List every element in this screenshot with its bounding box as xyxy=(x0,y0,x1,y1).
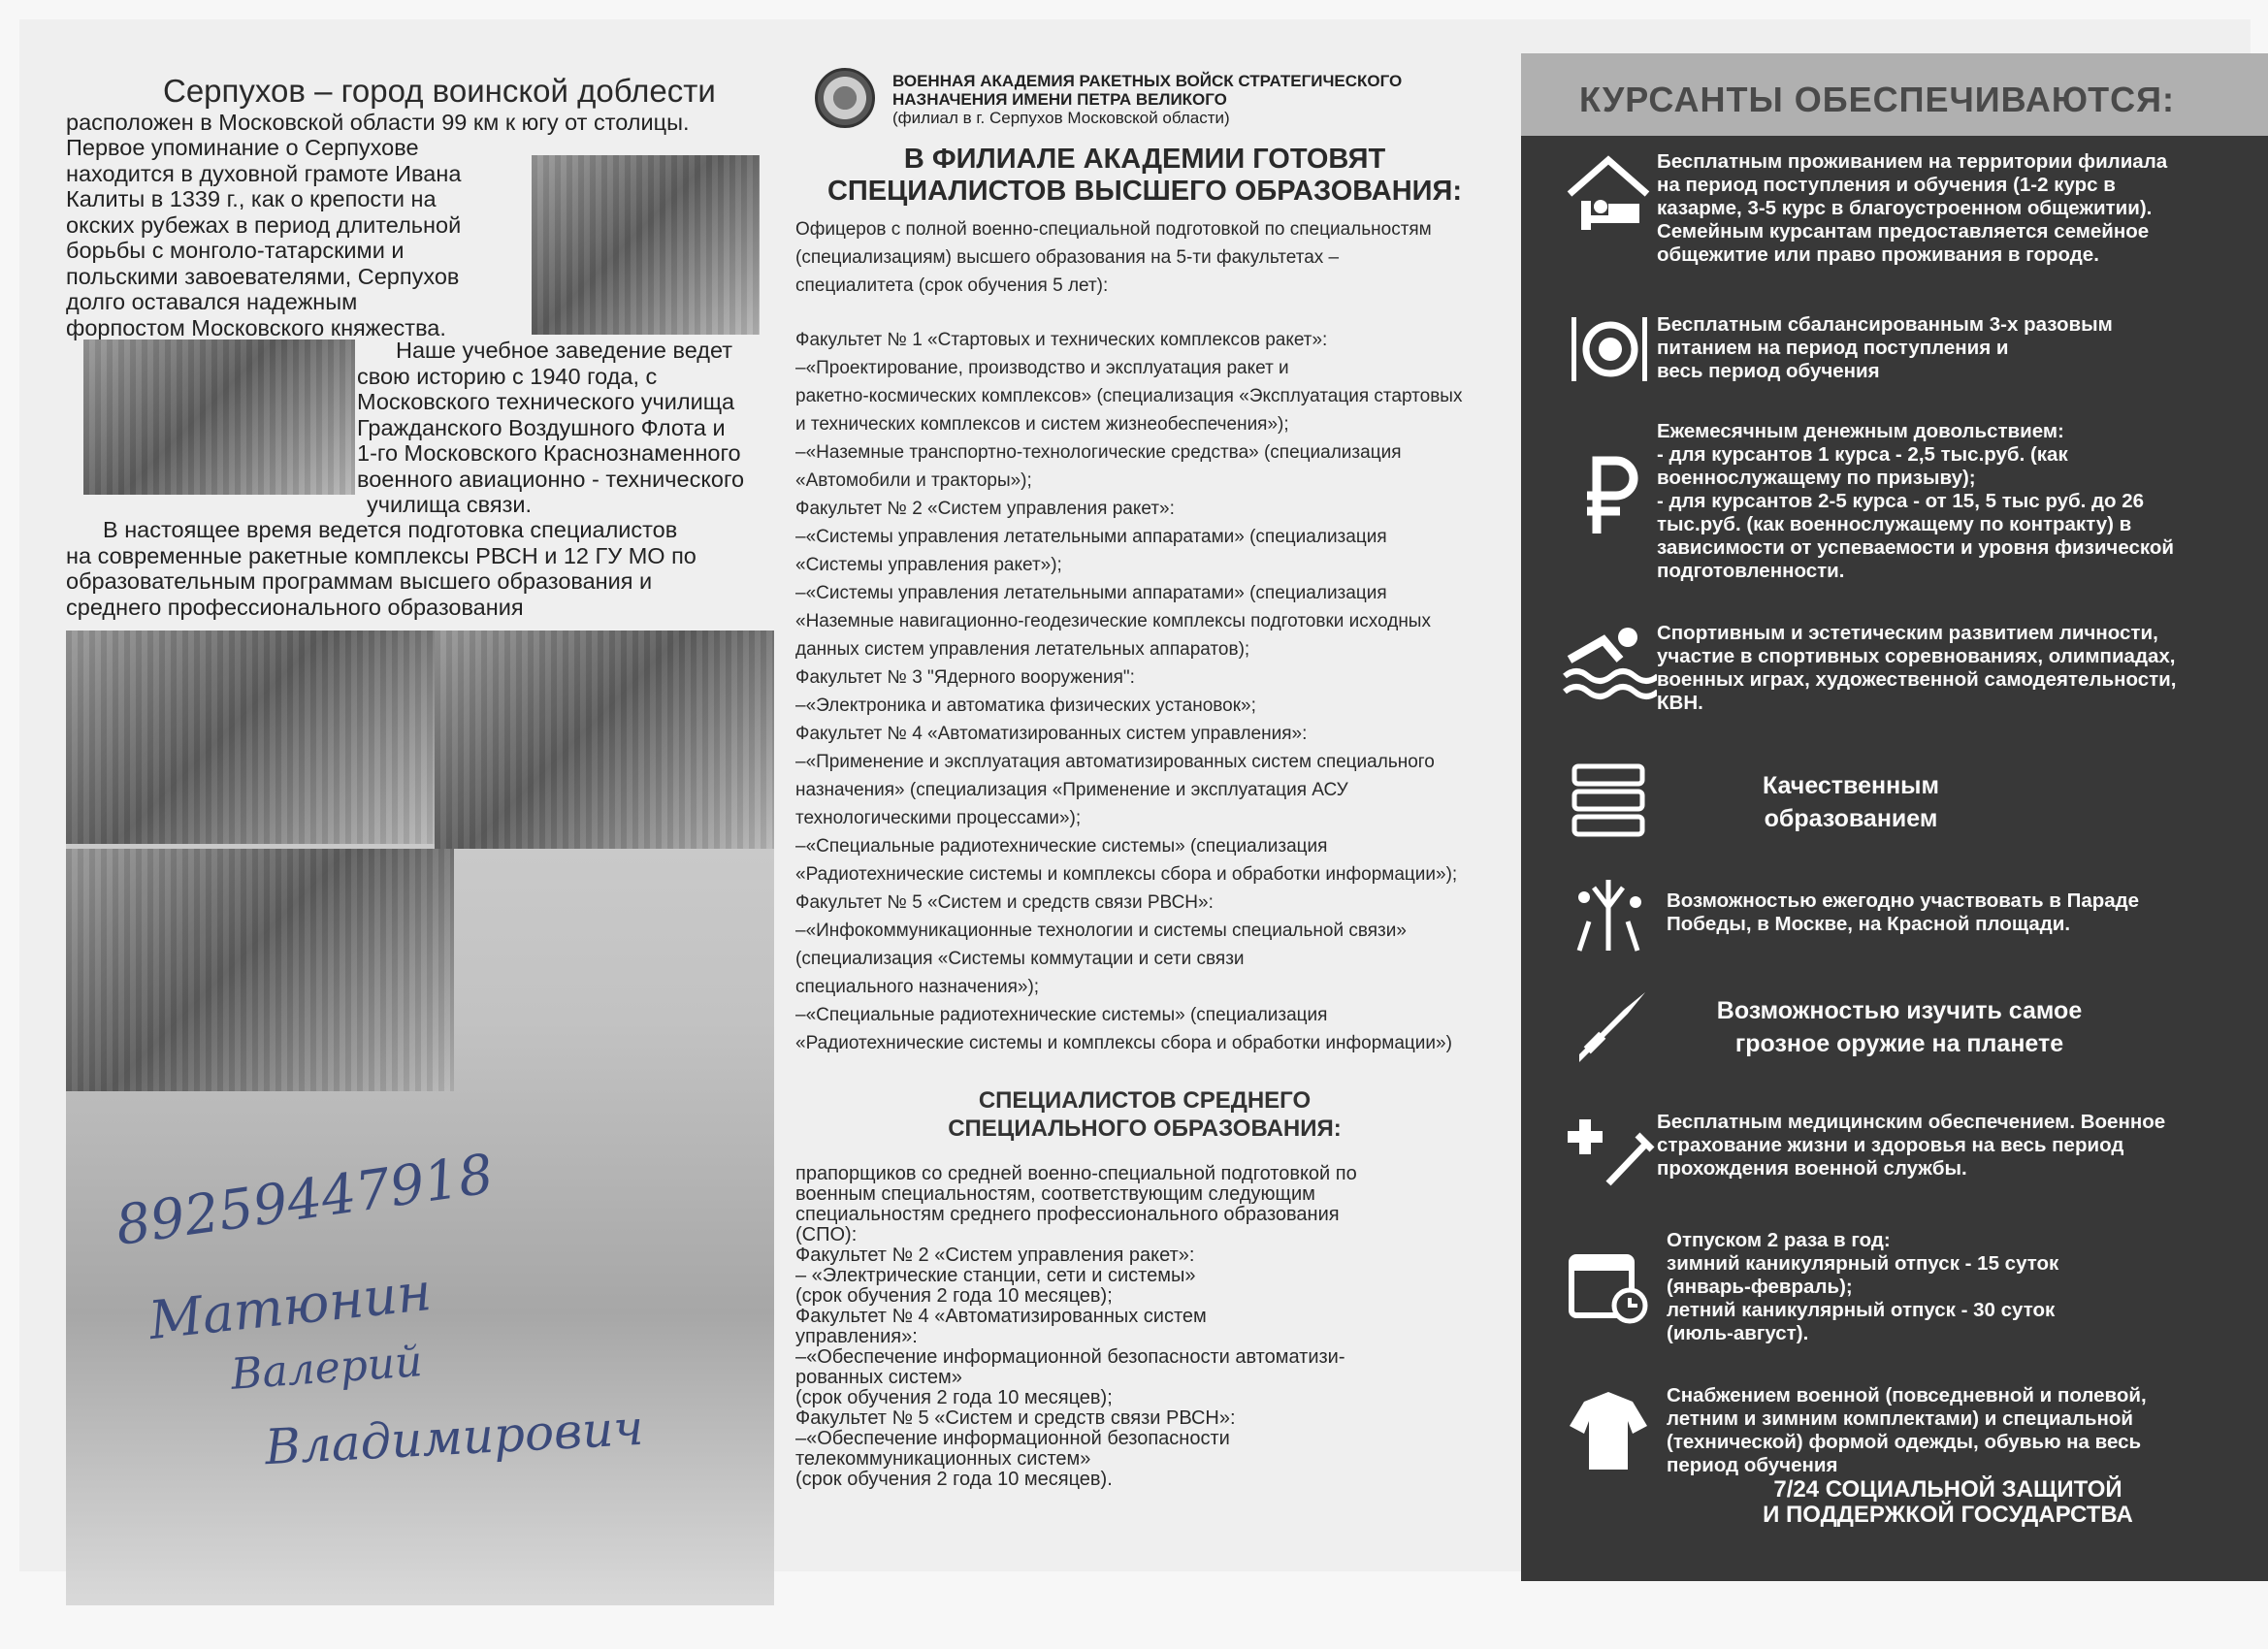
text-line: Возможностью изучить самое xyxy=(1716,997,2083,1024)
text-line: весь период обучения xyxy=(1657,360,1880,382)
text-line: телекоммуникационных систем» xyxy=(795,1448,1091,1470)
text-line: Факультет № 5 «Систем и средств связи РВСН»: xyxy=(795,892,1214,913)
text-line: (специализациям) высшего образования на 5-ти факультетах – xyxy=(795,247,1340,268)
text-line: Отпуском 2 раза в год: xyxy=(1667,1229,1891,1251)
handwritten-phone: 89259447918 xyxy=(112,1143,498,1258)
text-line: окских рубежах в период длительной xyxy=(66,211,462,238)
benefit-weapons xyxy=(1657,994,2142,1060)
heading-line: СПЕЦИАЛЬНОГО ОБРАЗОВАНИЯ: xyxy=(948,1116,1342,1142)
calendar-icon xyxy=(1560,1242,1657,1329)
missile-launcher-photo xyxy=(83,340,355,495)
text-line: расположен в Московской области 99 км к югу от столицы. xyxy=(66,110,690,135)
left-intro-text xyxy=(66,135,507,340)
text-line: –«Электроника и автоматика физических установок»; xyxy=(795,695,1256,716)
missile-icon xyxy=(1560,985,1657,1072)
academy-emblem-icon xyxy=(815,68,875,128)
text-line: польскими завоевателями, Серпухов xyxy=(66,263,460,289)
ruble-icon xyxy=(1560,451,1657,538)
uniform-icon xyxy=(1560,1387,1657,1474)
text-line: находится в духовной грамоте Ивана xyxy=(66,160,462,186)
text-line: общежитие или право проживания в городе. xyxy=(1657,243,2099,266)
text-line: долго оставался надежным xyxy=(66,289,358,314)
text-line: «Системы управления ракет»); xyxy=(795,555,1062,575)
higher-education-heading xyxy=(786,144,1504,208)
text-line: В настоящее время ведется подготовка специалистов xyxy=(103,517,678,542)
text-line: (июль-август). xyxy=(1667,1322,1809,1344)
text-line: технологическими процессами»); xyxy=(795,808,1082,828)
text-line: Снабжением военной (повседневной и полевой, xyxy=(1667,1384,2147,1406)
text-line: (СПО): xyxy=(795,1224,858,1245)
heading-line: В ФИЛИАЛЕ АКАДЕМИИ ГОТОВЯТ xyxy=(903,144,1386,175)
text-line: (январь-февраль); xyxy=(1667,1276,1853,1298)
benefit-housing xyxy=(1657,150,2239,267)
text-line: Качественным xyxy=(1762,772,1940,799)
left-current-text xyxy=(66,517,750,620)
benefit-medical xyxy=(1657,1111,2239,1180)
footer-line: И ПОДДЕРЖКОЙ ГОСУДАРСТВА xyxy=(1763,1502,2133,1528)
text-line: Факультет № 3 "Ядерного вооружения": xyxy=(795,667,1135,688)
left-title: Серпухов – город воинской доблести xyxy=(163,73,716,109)
heading-line: СПЕЦИАЛИСТОВ СРЕДНЕГО xyxy=(978,1087,1312,1114)
text-line: 1-го Московского Краснознаменного xyxy=(357,440,741,466)
text-line: –«Применение и эксплуатация автоматизированных систем специального xyxy=(795,752,1435,772)
text-line: «Радиотехнические системы и комплексы сбора и обработки информации») xyxy=(795,1033,1452,1053)
middle-column xyxy=(786,68,1504,1581)
swimmer-icon xyxy=(1560,616,1657,703)
text-line: – «Электрические станции, сети и системы» xyxy=(795,1265,1196,1286)
fireworks-icon xyxy=(1560,868,1657,955)
text-line: страхование жизни и здоровья на весь период xyxy=(1657,1134,2124,1156)
benefit-sports xyxy=(1657,622,2239,715)
text-line: Факультет № 5 «Систем и средств связи РВСН»: xyxy=(795,1407,1236,1429)
bed-house-icon xyxy=(1560,150,1657,238)
text-line: Возможностью ежегодно участвовать в Параде xyxy=(1667,889,2140,912)
text-line: летним и зимним комплектами) и специальной xyxy=(1667,1407,2134,1430)
benefit-allowance xyxy=(1657,420,2239,583)
text-line: свою историю с 1940 года, с xyxy=(357,363,658,389)
text-line: Факультет № 4 «Автоматизированных систем xyxy=(795,1306,1207,1327)
text-line: КВН. xyxy=(1657,692,1703,714)
text-line: (специализация «Системы коммутации и сети связи xyxy=(795,949,1245,969)
text-line: –«Инфокоммуникационные технологии и системы специальной связи» xyxy=(795,921,1407,941)
text-line: - для курсантов 1 курса - 2,5 тыс.руб. (как xyxy=(1657,443,2068,466)
text-line: Факультет № 1 «Стартовых и технических комплексов ракет»: xyxy=(795,330,1328,350)
text-line: военнослужащему по призыву); xyxy=(1657,467,1976,489)
academy-name xyxy=(892,72,1402,127)
brochure-sheet xyxy=(19,19,2251,1571)
text-line: среднего профессионального образования xyxy=(66,594,524,620)
text-line: борьбы с монголо-татарскими и xyxy=(66,238,405,263)
benefit-vacation xyxy=(1667,1229,2239,1345)
text-line: Калиты в 1339 г., как о крепости на xyxy=(66,186,437,211)
text-line: специальностям среднего профессионального образования xyxy=(795,1204,1340,1225)
footer-line: 7/24 СОЦИАЛЬНОЙ ЗАЩИТОЙ xyxy=(1773,1476,2122,1503)
text-line: Семейным курсантам предоставляется семейное xyxy=(1657,220,2150,242)
benefit-education xyxy=(1657,769,2045,835)
text-line: –«Проектирование, производство и эксплуатация ракет и xyxy=(795,358,1289,378)
books-icon xyxy=(1560,757,1657,844)
handwritten-patronymic: Владимирович xyxy=(263,1399,645,1476)
officer-intro xyxy=(795,215,1494,300)
text-line: Ежемесячным денежным довольствием: xyxy=(1657,420,2064,442)
benefit-uniform xyxy=(1667,1384,2239,1477)
text-line: подготовленности. xyxy=(1657,560,1845,582)
text-line: образовательным программам высшего образования и xyxy=(66,568,653,594)
text-line: военного авиационно - технического xyxy=(357,466,745,492)
social-protection-footer xyxy=(1657,1477,2239,1528)
text-line: Офицеров с полной военно-специальной подготовкой по специальностям xyxy=(795,219,1432,240)
text-line: Наше учебное заведение ведет xyxy=(396,338,733,363)
text-line: (срок обучения 2 года 10 месяцев); xyxy=(795,1387,1113,1408)
secondary-education-heading xyxy=(786,1086,1504,1143)
handwritten-firstname: Валерий xyxy=(229,1337,425,1400)
text-line: Московского технического училища xyxy=(357,389,735,414)
text-line: «Радиотехнические системы и комплексы сбора и обработки информации»); xyxy=(795,864,1458,885)
text-line: прохождения военной службы. xyxy=(1657,1157,1967,1180)
text-line: –«Системы управления летательными аппаратами» (специализация xyxy=(795,527,1387,547)
text-line: «Автомобили и тракторы»); xyxy=(795,470,1032,491)
text-line: –«Специальные радиотехнические системы» (специализация xyxy=(795,1005,1328,1025)
text-line: на современные ракетные комплексы РВСН и 12 ГУ МО по xyxy=(66,542,697,568)
text-line: Факультет № 2 «Систем управления ракет»: xyxy=(795,499,1175,519)
text-line: Факультет № 2 «Систем управления ракет»: xyxy=(795,1245,1195,1266)
text-line: данных систем управления летательных аппаратов); xyxy=(795,639,1250,660)
control-room-photo xyxy=(66,849,454,1091)
text-line: –«Обеспечение информационной безопасности автоматизи- xyxy=(795,1346,1345,1368)
text-line: ракетно-космических комплексов» (специализация «Эксплуатация стартовых xyxy=(795,386,1463,406)
text-line: участие в спортивных соревнованиях, олимпиадах, xyxy=(1657,645,2176,667)
higher-faculties-list xyxy=(795,326,1494,1057)
text-line: Победы, в Москве, на Красной площади. xyxy=(1667,913,2071,935)
monument-photo xyxy=(532,155,760,335)
text-line: –«Специальные радиотехнические системы» (специализация xyxy=(795,836,1328,857)
parade-photo xyxy=(66,630,435,844)
text-line: Бесплатным сбалансированным 3-х разовым xyxy=(1657,313,2113,336)
text-line: рованных систем» xyxy=(795,1367,962,1388)
text-line: период обучения xyxy=(1667,1454,1838,1476)
text-line: образованием xyxy=(1764,805,1938,832)
text-line: Бесплатным медицинским обеспечением. Военное xyxy=(1657,1111,2166,1133)
text-line: (технической) формой одежды, обувью на весь xyxy=(1667,1431,2142,1453)
text-line: «Наземные навигационно-геодезические комплексы подготовки исходных xyxy=(795,611,1431,631)
text-line: –«Обеспечение информационной безопасности xyxy=(795,1428,1230,1449)
right-column xyxy=(1521,53,2268,1581)
text-line: Факультет № 4 «Автоматизированных систем управления»: xyxy=(795,724,1308,744)
right-title: КУРСАНТЫ ОБЕСПЕЧИВАЮТСЯ: xyxy=(1579,80,2175,119)
text-line: - для курсантов 2-5 курса - от 15, 5 тыс руб. до 26 xyxy=(1657,490,2145,512)
text-line: и технических комплексов и систем жизнеобеспечения»); xyxy=(795,414,1289,435)
text-line: форпостом Московского княжества. xyxy=(66,314,446,340)
text-line: назначения» (специализация «Применение и эксплуатация АСУ xyxy=(795,780,1348,800)
text-line: (срок обучения 2 года 10 месяцев); xyxy=(795,1285,1113,1307)
left-column xyxy=(66,73,774,1586)
text-line: специального назначения»); xyxy=(795,977,1040,997)
text-line: училища связи. xyxy=(367,492,533,517)
academy-subtitle: (филиал в г. Серпухов Московской области) xyxy=(892,109,1230,127)
benefit-parade xyxy=(1667,889,2239,936)
text-line: на период поступления и обучения (1-2 курс в xyxy=(1657,174,2116,196)
text-line: казарме, 3-5 курс в благоустроенном общежитии). xyxy=(1657,197,2153,219)
text-line: прапорщиков со средней военно-специальной подготовкой по xyxy=(795,1163,1357,1184)
text-line: –«Наземные транспортно-технологические средства» (специализация xyxy=(795,442,1402,463)
training-photo xyxy=(435,630,774,849)
text-line: специалитета (срок обучения 5 лет): xyxy=(795,275,1109,296)
text-line: Спортивным и эстетическим развитием личности, xyxy=(1657,622,2158,644)
text-line: Первое упоминание о Серпухове xyxy=(66,135,419,160)
text-line: зависимости от успеваемости и уровня физической xyxy=(1657,536,2174,559)
left-intro-first xyxy=(66,110,745,136)
text-line: грозное оружие на планете xyxy=(1734,1030,2064,1057)
text-line: (срок обучения 2 года 10 месяцев). xyxy=(795,1469,1113,1490)
text-line: летний каникулярный отпуск - 30 суток xyxy=(1667,1299,2056,1321)
text-line: управления»: xyxy=(795,1326,918,1347)
text-line: питанием на период поступления и xyxy=(1657,337,2009,359)
text-line: военных играх, художественной самодеятельности, xyxy=(1657,668,2177,691)
handwritten-surname: Матюнин xyxy=(146,1260,435,1352)
heading-line: СПЕЦИАЛИСТОВ ВЫСШЕГО ОБРАЗОВАНИЯ: xyxy=(826,176,1463,207)
secondary-faculties-list xyxy=(795,1164,1494,1490)
text-line: тыс.руб. (как военнослужащему по контракту) в xyxy=(1657,513,2132,535)
text-line: военным специальностям, соответствующим следующим xyxy=(795,1183,1315,1205)
text-line: Гражданского Воздушного Флота и xyxy=(357,414,726,440)
academy-line: НАЗНАЧЕНИЯ ИМЕНИ ПЕТРА ВЕЛИКОГО xyxy=(892,90,1227,109)
text-line: –«Системы управления летательными аппаратами» (специализация xyxy=(795,583,1387,603)
medical-icon xyxy=(1560,1106,1657,1193)
text-line: Бесплатным проживанием на территории филиала xyxy=(1657,150,2168,173)
text-line: зимний каникулярный отпуск - 15 суток xyxy=(1667,1252,2059,1275)
academy-line: ВОЕННАЯ АКАДЕМИЯ РАКЕТНЫХ ВОЙСК СТРАТЕГИЧЕСКОГО xyxy=(892,72,1403,90)
left-history-text xyxy=(357,338,760,518)
plate-cutlery-icon xyxy=(1560,306,1657,393)
benefit-food xyxy=(1657,313,2239,383)
